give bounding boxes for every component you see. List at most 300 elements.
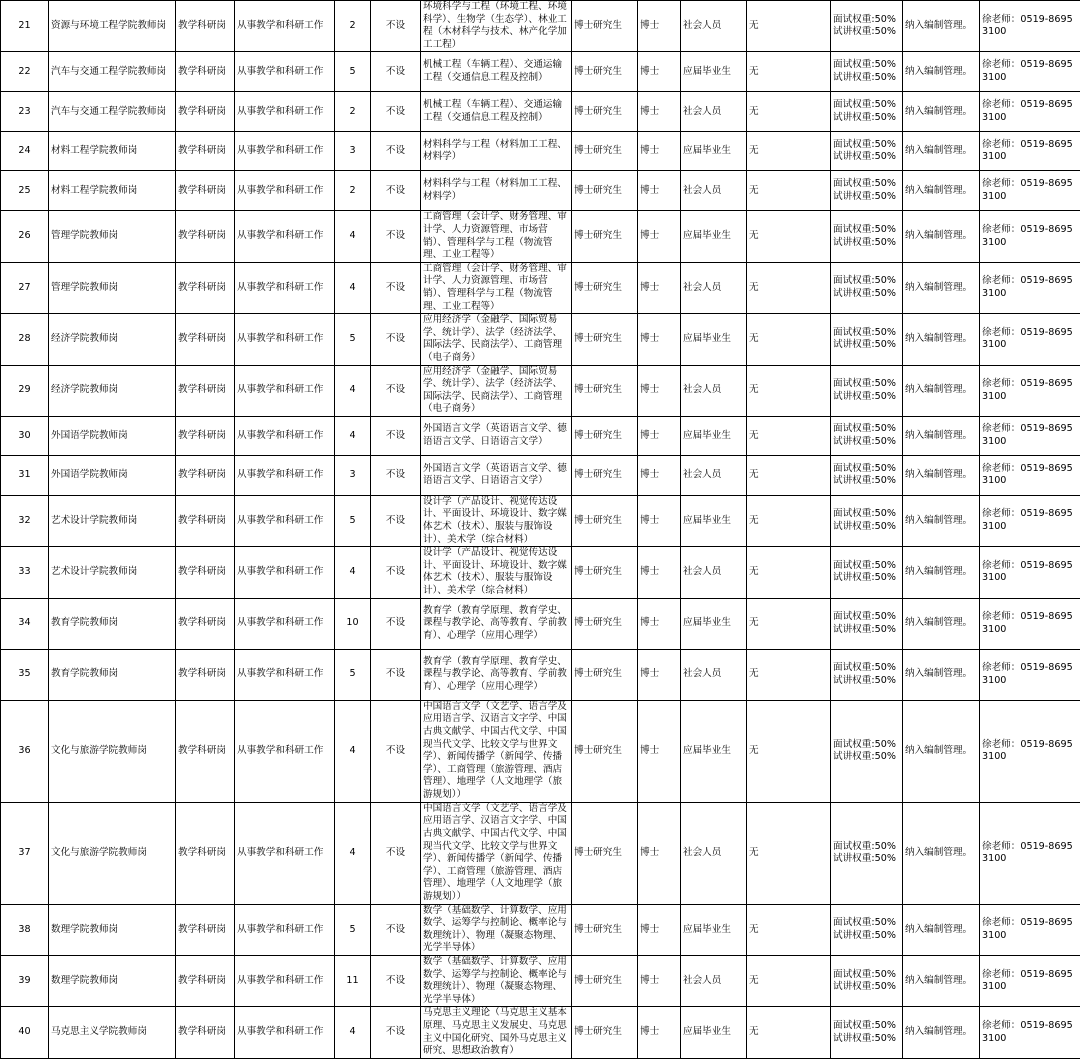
staffing-management-cell: 纳入编制管理。 [903, 700, 980, 802]
row-number-cell: 21 [1, 1, 49, 52]
degree-requirement-cell: 博士 [638, 171, 681, 211]
degree-requirement-cell: 博士 [638, 700, 681, 802]
exam-weight-cell [831, 649, 903, 700]
staffing-management-cell: 纳入编制管理。 [903, 802, 980, 904]
post-department-cell: 经济学院教师岗 [49, 314, 176, 365]
post-department-cell: 管理学院教师岗 [49, 262, 176, 313]
lecture-weight: 试讲权重:50% [833, 191, 900, 204]
age-requirement-cell: 不设 [371, 649, 421, 700]
major-requirement-cell: 材料科学与工程（材料加工工程、材料学） [421, 132, 572, 171]
applicant-type-cell: 社会人员 [681, 455, 747, 495]
education-requirement-cell: 博士研究生 [572, 1, 638, 52]
post-department-cell: 艺术设计学院教师岗 [49, 495, 176, 546]
lecture-weight: 试讲权重:50% [833, 436, 900, 449]
contact-info-cell: 徐老师：0519-86953100 [980, 365, 1080, 416]
post-duty-cell: 从事教学和科研工作 [235, 547, 335, 598]
row-number-cell: 32 [1, 495, 49, 546]
contact-info-cell: 徐老师：0519-86953100 [980, 495, 1080, 546]
staffing-management-cell: 纳入编制管理。 [903, 547, 980, 598]
applicant-type-cell: 应届毕业生 [681, 1007, 747, 1058]
hire-count-cell: 4 [335, 1007, 371, 1058]
major-requirement-cell: 设计学（产品设计、视觉传达设计、平面设计、环境设计、数字媒体艺术（技术）、服装与服饰设计）、美术学（综合材料） [421, 495, 572, 546]
major-requirement-cell: 中国语言文学（文艺学、语言学及应用语言学、汉语言文字学、中国古典文献学、中国古代文学、中国现当代文学、比较文学与世界文学）、新闻传播学（新闻学、传播学）、工商管理（旅游管理、酒店管理）、地理学（人文地理学（旅游规划）） [421, 700, 572, 802]
other-requirements-cell: 无 [747, 132, 831, 171]
post-department-cell: 数理学院教师岗 [49, 904, 176, 955]
post-department-cell: 经济学院教师岗 [49, 365, 176, 416]
contact-info-cell: 徐老师：0519-86953100 [980, 598, 1080, 649]
row-number-cell: 36 [1, 700, 49, 802]
post-department-cell: 数理学院教师岗 [49, 956, 176, 1007]
staffing-management-cell: 纳入编制管理。 [903, 262, 980, 313]
row-number-cell: 31 [1, 455, 49, 495]
other-requirements-cell: 无 [747, 92, 831, 132]
exam-weight-cell [831, 547, 903, 598]
contact-info-cell: 徐老师：0519-86953100 [980, 1, 1080, 52]
other-requirements-cell: 无 [747, 547, 831, 598]
applicant-type-cell: 社会人员 [681, 92, 747, 132]
hire-count-cell: 4 [335, 802, 371, 904]
age-requirement-cell: 不设 [371, 52, 421, 92]
post-duty-cell: 从事教学和科研工作 [235, 92, 335, 132]
major-requirement-cell: 数学（基础数学、计算数学、应用数学、运筹学与控制论、概率论与数理统计）、物理（凝聚态物理、光学半导体） [421, 904, 572, 955]
age-requirement-cell: 不设 [371, 211, 421, 262]
post-type-cell: 教学科研岗 [176, 132, 235, 171]
hire-count-cell: 4 [335, 547, 371, 598]
major-requirement-cell: 教育学（教育学原理、教育学史、课程与教学论、高等教育、学前教育）、心理学（应用心理学） [421, 649, 572, 700]
major-requirement-cell: 工商管理（会计学、财务管理、审计学、人力资源管理、市场营销）、管理科学与工程（物流管理、工业工程等） [421, 211, 572, 262]
staffing-management-cell: 纳入编制管理。 [903, 314, 980, 365]
hire-count-cell: 5 [335, 649, 371, 700]
contact-info-cell: 徐老师：0519-86953100 [980, 547, 1080, 598]
degree-requirement-cell: 博士 [638, 802, 681, 904]
lecture-weight: 试讲权重:50% [833, 1033, 900, 1046]
post-department-cell: 艺术设计学院教师岗 [49, 547, 176, 598]
row-number-cell: 34 [1, 598, 49, 649]
post-department-cell: 汽车与交通工程学院教师岗 [49, 92, 176, 132]
post-duty-cell: 从事教学和科研工作 [235, 1007, 335, 1058]
lecture-weight: 试讲权重:50% [833, 521, 900, 534]
applicant-type-cell: 社会人员 [681, 171, 747, 211]
age-requirement-cell: 不设 [371, 904, 421, 955]
post-department-cell: 外国语学院教师岗 [49, 455, 176, 495]
table-row [1, 598, 1080, 649]
lecture-weight: 试讲权重:50% [833, 151, 900, 164]
exam-weight-cell [831, 598, 903, 649]
education-requirement-cell: 博士研究生 [572, 904, 638, 955]
contact-info-cell: 徐老师：0519-86953100 [980, 132, 1080, 171]
post-duty-cell: 从事教学和科研工作 [235, 700, 335, 802]
post-type-cell: 教学科研岗 [176, 171, 235, 211]
age-requirement-cell: 不设 [371, 1, 421, 52]
degree-requirement-cell: 博士 [638, 1, 681, 52]
degree-requirement-cell: 博士 [638, 1007, 681, 1058]
lecture-weight: 试讲权重:50% [833, 339, 900, 352]
degree-requirement-cell: 博士 [638, 211, 681, 262]
age-requirement-cell: 不设 [371, 547, 421, 598]
post-department-cell: 外国语学院教师岗 [49, 416, 176, 455]
row-number-cell: 23 [1, 92, 49, 132]
degree-requirement-cell: 博士 [638, 52, 681, 92]
education-requirement-cell: 博士研究生 [572, 1007, 638, 1058]
applicant-type-cell: 社会人员 [681, 956, 747, 1007]
contact-info-cell: 徐老师：0519-86953100 [980, 1007, 1080, 1058]
hire-count-cell: 5 [335, 904, 371, 955]
applicant-type-cell: 应届毕业生 [681, 211, 747, 262]
lecture-weight: 试讲权重:50% [833, 288, 900, 301]
applicant-type-cell: 社会人员 [681, 365, 747, 416]
interview-weight: 面试权重:50% [833, 275, 900, 288]
hire-count-cell: 2 [335, 171, 371, 211]
other-requirements-cell: 无 [747, 211, 831, 262]
degree-requirement-cell: 博士 [638, 904, 681, 955]
table-row [1, 547, 1080, 598]
staffing-management-cell: 纳入编制管理。 [903, 1007, 980, 1058]
contact-info-cell: 徐老师：0519-86953100 [980, 211, 1080, 262]
applicant-type-cell: 社会人员 [681, 1, 747, 52]
major-requirement-cell: 工商管理（会计学、财务管理、审计学、人力资源管理、市场营销）、管理科学与工程（物流管理、工业工程等） [421, 262, 572, 313]
applicant-type-cell: 社会人员 [681, 649, 747, 700]
staffing-management-cell: 纳入编制管理。 [903, 132, 980, 171]
degree-requirement-cell: 博士 [638, 495, 681, 546]
post-duty-cell: 从事教学和科研工作 [235, 495, 335, 546]
post-department-cell: 管理学院教师岗 [49, 211, 176, 262]
hire-count-cell: 5 [335, 495, 371, 546]
staffing-management-cell: 纳入编制管理。 [903, 211, 980, 262]
staffing-management-cell: 纳入编制管理。 [903, 495, 980, 546]
degree-requirement-cell: 博士 [638, 956, 681, 1007]
applicant-type-cell: 社会人员 [681, 262, 747, 313]
hire-count-cell: 4 [335, 700, 371, 802]
lecture-weight: 试讲权重:50% [833, 572, 900, 585]
exam-weight-cell [831, 171, 903, 211]
post-type-cell: 教学科研岗 [176, 416, 235, 455]
degree-requirement-cell: 博士 [638, 416, 681, 455]
other-requirements-cell: 无 [747, 598, 831, 649]
interview-weight: 面试权重:50% [833, 969, 900, 982]
staffing-management-cell: 纳入编制管理。 [903, 365, 980, 416]
interview-weight: 面试权重:50% [833, 178, 900, 191]
education-requirement-cell: 博士研究生 [572, 455, 638, 495]
contact-info-cell: 徐老师：0519-86953100 [980, 416, 1080, 455]
post-type-cell: 教学科研岗 [176, 1, 235, 52]
post-duty-cell: 从事教学和科研工作 [235, 171, 335, 211]
age-requirement-cell: 不设 [371, 956, 421, 1007]
age-requirement-cell: 不设 [371, 132, 421, 171]
applicant-type-cell: 应届毕业生 [681, 904, 747, 955]
table-row [1, 92, 1080, 132]
interview-weight: 面试权重:50% [833, 1020, 900, 1033]
education-requirement-cell: 博士研究生 [572, 92, 638, 132]
interview-weight: 面试权重:50% [833, 611, 900, 624]
interview-weight: 面试权重:50% [833, 739, 900, 752]
age-requirement-cell: 不设 [371, 365, 421, 416]
staffing-management-cell: 纳入编制管理。 [903, 649, 980, 700]
staffing-management-cell: 纳入编制管理。 [903, 416, 980, 455]
age-requirement-cell: 不设 [371, 92, 421, 132]
hire-count-cell: 4 [335, 416, 371, 455]
staffing-management-cell: 纳入编制管理。 [903, 92, 980, 132]
post-duty-cell: 从事教学和科研工作 [235, 904, 335, 955]
staffing-management-cell: 纳入编制管理。 [903, 171, 980, 211]
table-row [1, 700, 1080, 802]
post-type-cell: 教学科研岗 [176, 598, 235, 649]
hire-count-cell: 4 [335, 262, 371, 313]
age-requirement-cell: 不设 [371, 598, 421, 649]
lecture-weight: 试讲权重:50% [833, 930, 900, 943]
education-requirement-cell: 博士研究生 [572, 171, 638, 211]
education-requirement-cell: 博士研究生 [572, 649, 638, 700]
post-type-cell: 教学科研岗 [176, 495, 235, 546]
other-requirements-cell: 无 [747, 649, 831, 700]
row-number-cell: 25 [1, 171, 49, 211]
post-department-cell: 教育学院教师岗 [49, 598, 176, 649]
education-requirement-cell: 博士研究生 [572, 262, 638, 313]
post-department-cell: 资源与环境工程学院教师岗 [49, 1, 176, 52]
age-requirement-cell: 不设 [371, 262, 421, 313]
post-type-cell: 教学科研岗 [176, 649, 235, 700]
age-requirement-cell: 不设 [371, 314, 421, 365]
contact-info-cell: 徐老师：0519-86953100 [980, 455, 1080, 495]
major-requirement-cell: 教育学（教育学原理、教育学史、课程与教学论、高等教育、学前教育）、心理学（应用心理学） [421, 598, 572, 649]
lecture-weight: 试讲权重:50% [833, 26, 900, 39]
contact-info-cell: 徐老师：0519-86953100 [980, 262, 1080, 313]
other-requirements-cell: 无 [747, 1, 831, 52]
exam-weight-cell [831, 1007, 903, 1058]
row-number-cell: 26 [1, 211, 49, 262]
other-requirements-cell: 无 [747, 1007, 831, 1058]
post-duty-cell: 从事教学和科研工作 [235, 802, 335, 904]
age-requirement-cell: 不设 [371, 802, 421, 904]
other-requirements-cell: 无 [747, 455, 831, 495]
post-duty-cell: 从事教学和科研工作 [235, 132, 335, 171]
post-type-cell: 教学科研岗 [176, 455, 235, 495]
hire-count-cell: 5 [335, 52, 371, 92]
lecture-weight: 试讲权重:50% [833, 391, 900, 404]
lecture-weight: 试讲权重:50% [833, 112, 900, 125]
post-department-cell: 文化与旅游学院教师岗 [49, 700, 176, 802]
row-number-cell: 39 [1, 956, 49, 1007]
degree-requirement-cell: 博士 [638, 262, 681, 313]
hire-count-cell: 10 [335, 598, 371, 649]
post-type-cell: 教学科研岗 [176, 365, 235, 416]
staffing-management-cell: 纳入编制管理。 [903, 904, 980, 955]
post-duty-cell: 从事教学和科研工作 [235, 1, 335, 52]
interview-weight: 面试权重:50% [833, 139, 900, 152]
major-requirement-cell: 数学（基础数学、计算数学、应用数学、运筹学与控制论、概率论与数理统计）、物理（凝聚态物理、光学半导体） [421, 956, 572, 1007]
lecture-weight: 试讲权重:50% [833, 475, 900, 488]
interview-weight: 面试权重:50% [833, 99, 900, 112]
exam-weight-cell [831, 211, 903, 262]
interview-weight: 面试权重:50% [833, 463, 900, 476]
exam-weight-cell [831, 956, 903, 1007]
row-number-cell: 29 [1, 365, 49, 416]
post-duty-cell: 从事教学和科研工作 [235, 52, 335, 92]
interview-weight: 面试权重:50% [833, 917, 900, 930]
row-number-cell: 37 [1, 802, 49, 904]
applicant-type-cell: 应届毕业生 [681, 132, 747, 171]
applicant-type-cell: 应届毕业生 [681, 314, 747, 365]
exam-weight-cell [831, 802, 903, 904]
major-requirement-cell: 应用经济学（金融学、国际贸易学、统计学）、法学（经济法学、国际法学、民商法学）、工商管理（电子商务） [421, 365, 572, 416]
post-type-cell: 教学科研岗 [176, 700, 235, 802]
lecture-weight: 试讲权重:50% [833, 72, 900, 85]
table-row [1, 262, 1080, 313]
table-body [1, 1, 1080, 1059]
other-requirements-cell: 无 [747, 314, 831, 365]
other-requirements-cell: 无 [747, 171, 831, 211]
post-duty-cell: 从事教学和科研工作 [235, 455, 335, 495]
exam-weight-cell [831, 52, 903, 92]
post-type-cell: 教学科研岗 [176, 1007, 235, 1058]
post-duty-cell: 从事教学和科研工作 [235, 211, 335, 262]
row-number-cell: 38 [1, 904, 49, 955]
other-requirements-cell: 无 [747, 956, 831, 1007]
applicant-type-cell: 应届毕业生 [681, 416, 747, 455]
major-requirement-cell: 机械工程（车辆工程）、交通运输工程（交通信息工程及控制） [421, 52, 572, 92]
interview-weight: 面试权重:50% [833, 662, 900, 675]
exam-weight-cell [831, 314, 903, 365]
contact-info-cell: 徐老师：0519-86953100 [980, 904, 1080, 955]
exam-weight-cell [831, 455, 903, 495]
table-row [1, 649, 1080, 700]
education-requirement-cell: 博士研究生 [572, 416, 638, 455]
degree-requirement-cell: 博士 [638, 547, 681, 598]
contact-info-cell: 徐老师：0519-86953100 [980, 314, 1080, 365]
table-row [1, 495, 1080, 546]
applicant-type-cell: 社会人员 [681, 547, 747, 598]
other-requirements-cell: 无 [747, 52, 831, 92]
post-type-cell: 教学科研岗 [176, 92, 235, 132]
hire-count-cell: 5 [335, 314, 371, 365]
major-requirement-cell: 材料科学与工程（材料加工工程、材料学） [421, 171, 572, 211]
staffing-management-cell: 纳入编制管理。 [903, 956, 980, 1007]
table-row [1, 904, 1080, 955]
post-department-cell: 教育学院教师岗 [49, 649, 176, 700]
post-department-cell: 汽车与交通工程学院教师岗 [49, 52, 176, 92]
major-requirement-cell: 应用经济学（金融学、国际贸易学、统计学）、法学（经济法学、国际法学、民商法学）、工商管理（电子商务） [421, 314, 572, 365]
applicant-type-cell: 应届毕业生 [681, 52, 747, 92]
other-requirements-cell: 无 [747, 904, 831, 955]
interview-weight: 面试权重:50% [833, 224, 900, 237]
contact-info-cell: 徐老师：0519-86953100 [980, 700, 1080, 802]
other-requirements-cell: 无 [747, 262, 831, 313]
hire-count-cell: 2 [335, 1, 371, 52]
other-requirements-cell: 无 [747, 495, 831, 546]
staffing-management-cell: 纳入编制管理。 [903, 1, 980, 52]
row-number-cell: 22 [1, 52, 49, 92]
contact-info-cell: 徐老师：0519-86953100 [980, 52, 1080, 92]
table-row [1, 211, 1080, 262]
interview-weight: 面试权重:50% [833, 14, 900, 27]
table-row [1, 52, 1080, 92]
post-duty-cell: 从事教学和科研工作 [235, 365, 335, 416]
post-type-cell: 教学科研岗 [176, 547, 235, 598]
interview-weight: 面试权重:50% [833, 327, 900, 340]
other-requirements-cell: 无 [747, 416, 831, 455]
interview-weight: 面试权重:50% [833, 508, 900, 521]
education-requirement-cell: 博士研究生 [572, 211, 638, 262]
table-row [1, 956, 1080, 1007]
post-type-cell: 教学科研岗 [176, 211, 235, 262]
contact-info-cell: 徐老师：0519-86953100 [980, 171, 1080, 211]
hire-count-cell: 2 [335, 92, 371, 132]
major-requirement-cell: 马克思主义理论（马克思主义基本原理、马克思主义发展史、马克思主义中国化研究、国外马克思主义研究、思想政治教育） [421, 1007, 572, 1058]
table-row [1, 1, 1080, 52]
lecture-weight: 试讲权重:50% [833, 751, 900, 764]
degree-requirement-cell: 博士 [638, 314, 681, 365]
staffing-management-cell: 纳入编制管理。 [903, 455, 980, 495]
hire-count-cell: 4 [335, 365, 371, 416]
lecture-weight: 试讲权重:50% [833, 624, 900, 637]
interview-weight: 面试权重:50% [833, 378, 900, 391]
lecture-weight: 试讲权重:50% [833, 237, 900, 250]
table-row [1, 802, 1080, 904]
major-requirement-cell: 外国语言文学（英语语言文学、德语语言文学、日语语言文学） [421, 416, 572, 455]
interview-weight: 面试权重:50% [833, 59, 900, 72]
exam-weight-cell [831, 365, 903, 416]
major-requirement-cell: 环境科学与工程（环境工程、环境科学）、生物学（生态学）、林业工程（木材科学与技术、林产化学加工工程） [421, 1, 572, 52]
degree-requirement-cell: 博士 [638, 365, 681, 416]
other-requirements-cell: 无 [747, 365, 831, 416]
exam-weight-cell [831, 92, 903, 132]
major-requirement-cell: 设计学（产品设计、视觉传达设计、平面设计、环境设计、数字媒体艺术（技术）、服装与服饰设计）、美术学（综合材料） [421, 547, 572, 598]
post-duty-cell: 从事教学和科研工作 [235, 598, 335, 649]
row-number-cell: 24 [1, 132, 49, 171]
contact-info-cell: 徐老师：0519-86953100 [980, 92, 1080, 132]
hire-count-cell: 11 [335, 956, 371, 1007]
exam-weight-cell [831, 495, 903, 546]
lecture-weight: 试讲权重:50% [833, 675, 900, 688]
staffing-management-cell: 纳入编制管理。 [903, 52, 980, 92]
lecture-weight: 试讲权重:50% [833, 981, 900, 994]
degree-requirement-cell: 博士 [638, 649, 681, 700]
table-row [1, 171, 1080, 211]
applicant-type-cell: 应届毕业生 [681, 700, 747, 802]
contact-info-cell: 徐老师：0519-86953100 [980, 649, 1080, 700]
row-number-cell: 33 [1, 547, 49, 598]
table-row [1, 416, 1080, 455]
hire-count-cell: 4 [335, 211, 371, 262]
age-requirement-cell: 不设 [371, 495, 421, 546]
education-requirement-cell: 博士研究生 [572, 314, 638, 365]
education-requirement-cell: 博士研究生 [572, 802, 638, 904]
post-department-cell: 材料工程学院教师岗 [49, 132, 176, 171]
post-duty-cell: 从事教学和科研工作 [235, 262, 335, 313]
table-row [1, 1007, 1080, 1058]
exam-weight-cell [831, 904, 903, 955]
post-type-cell: 教学科研岗 [176, 314, 235, 365]
exam-weight-cell [831, 416, 903, 455]
exam-weight-cell [831, 1, 903, 52]
hire-count-cell: 3 [335, 132, 371, 171]
exam-weight-cell [831, 262, 903, 313]
interview-weight: 面试权重:50% [833, 423, 900, 436]
row-number-cell: 28 [1, 314, 49, 365]
education-requirement-cell: 博士研究生 [572, 132, 638, 171]
post-type-cell: 教学科研岗 [176, 262, 235, 313]
post-duty-cell: 从事教学和科研工作 [235, 649, 335, 700]
major-requirement-cell: 外国语言文学（英语语言文学、德语语言文学、日语语言文学） [421, 455, 572, 495]
row-number-cell: 40 [1, 1007, 49, 1058]
degree-requirement-cell: 博士 [638, 132, 681, 171]
post-department-cell: 文化与旅游学院教师岗 [49, 802, 176, 904]
age-requirement-cell: 不设 [371, 416, 421, 455]
other-requirements-cell: 无 [747, 700, 831, 802]
age-requirement-cell: 不设 [371, 1007, 421, 1058]
education-requirement-cell: 博士研究生 [572, 956, 638, 1007]
post-duty-cell: 从事教学和科研工作 [235, 956, 335, 1007]
table-row [1, 365, 1080, 416]
